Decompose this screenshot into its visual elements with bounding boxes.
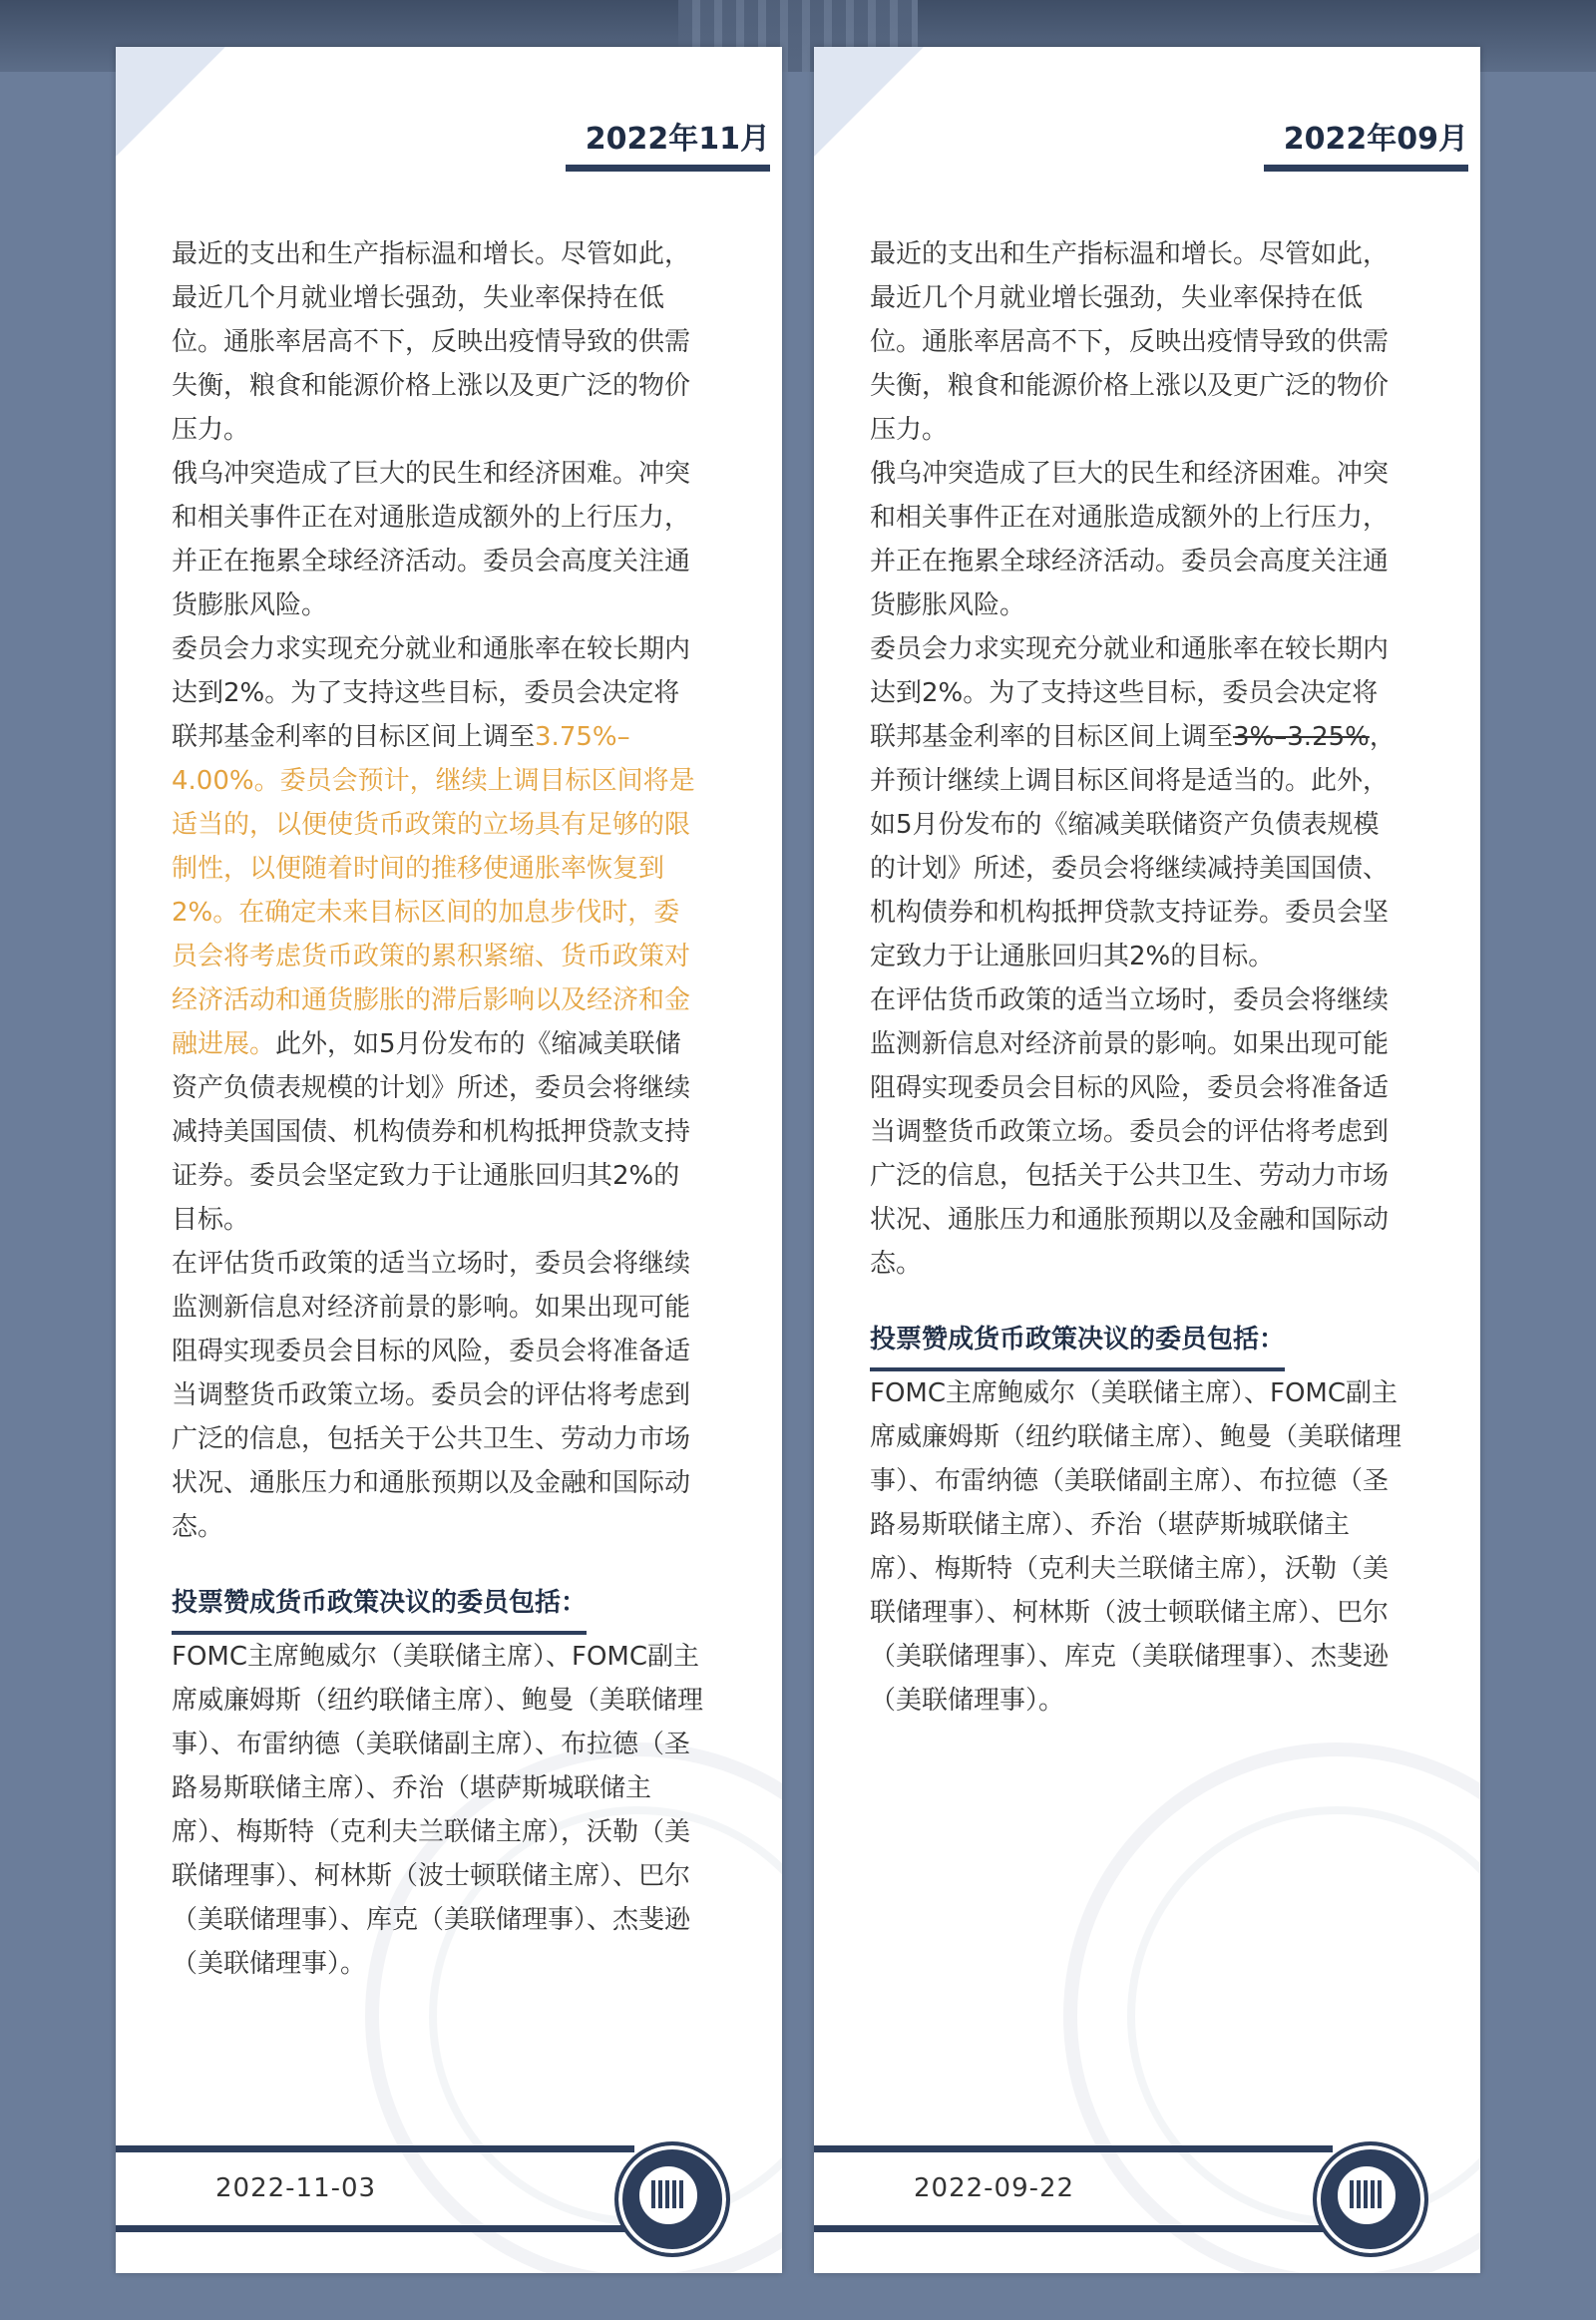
highlighted-change: 3.75%–4.00%。委员会预计，继续上调目标区间将是适当的，以便使货币政策的立场具有足够的限制性，以便随着时间的推移使通胀率恢复到2%。在确定未来目标区间的加息步伐时，委员会将考虑货币政策的累积紧缩、货币政策对经济活动和通货膨胀的滞后影响以及经济和金融进展。 [172,722,695,1059]
footer-line [116,2225,634,2232]
struck-text: 3%–3.25% [1233,722,1370,752]
footer [814,2145,1480,2245]
corner-decoration [116,47,225,157]
watermark [310,106,338,168]
paragraph-text: 委员会力求实现充分就业和通胀率在较长期内达到2%。为了支持这些目标，委员会决定将联邦基金利率的目标区间上调至 [172,634,691,752]
fed-seal-icon [1313,2141,1428,2257]
month-text: 2022年11月 [585,122,770,157]
statement-panel-november [116,47,782,2273]
paragraph-text: ，并预计继续上调目标区间将是适当的。此外，如5月份发布的《缩减美联储资产负债表规模的计划》所述，委员会将继续减持美国国债、机构债券和机构抵押贷款支持证券。委员会坚定致力于让通胀回归其2%的目标。 [870,722,1396,971]
month-underline [1264,165,1468,172]
statement-body [870,232,1403,1723]
footer-line [814,2225,1333,2232]
month-text: 2022年09月 [1283,122,1468,157]
paragraph: 最近的支出和生产指标温和增长。尽管如此，最近几个月就业增长强劲，失业率保持在低位。通胀率居高不下，反映出疫情导致的供需失衡，粮食和能源价格上涨以及更广泛的物价压力。 [870,239,1390,445]
paragraph: 最近的支出和生产指标温和增长。尽管如此，最近几个月就业增长强劲，失业率保持在低位。通胀率居高不下，反映出疫情导致的供需失衡，粮食和能源价格上涨以及更广泛的物价压力。 [172,239,691,445]
paragraph-text: 此外，如5月份发布的《缩减美联储资产负债表规模的计划》所述，委员会将继续减持美国国债、机构债券和机构抵押贷款支持证券。委员会坚定致力于让通胀回归其2%的目标。 [172,1029,691,1235]
paragraph-text: 委员会力求实现充分就业和通胀率在较长期内达到2%。为了支持这些目标，委员会决定将联邦基金利率的目标区间上调至 [870,634,1390,752]
month-underline [566,165,770,172]
footer-line [814,2145,1333,2152]
paragraph: 在评估货币政策的适当立场时，委员会将继续监测新信息对经济前景的影响。如果出现可能阻碍实现委员会目标的风险，委员会将准备适当调整货币政策立场。委员会的评估将考虑到广泛的信息，包括关于公共卫生、劳动力市场状况、通胀压力和通胀预期以及金融和国际动态。 [172,1249,691,1542]
footer [116,2145,782,2245]
paragraph-rate-decision [172,627,705,1242]
statement-panel-september [814,47,1480,2273]
voters-heading: 投票赞成货币政策决议的委员包括： [870,1318,1285,1371]
voters-heading: 投票赞成货币政策决议的委员包括： [172,1581,587,1635]
voters-list: FOMC主席鲍威尔（美联储主席）、FOMC副主席威廉姆斯（纽约联储主席）、鲍曼（美联储理事）、布雷纳德（美联储副主席）、布拉德（圣路易斯联储主席）、乔治（堪萨斯城联储主席）、梅斯特（克利夫兰联储主席），沃勒（美联储理事）、柯林斯（波士顿联储主席）、巴尔（美联储理事）、库克（美联储理事）、杰斐逊（美联储理事）。 [172,1642,704,1979]
statement-body [172,232,705,1986]
voters-list: FOMC主席鲍威尔（美联储主席）、FOMC副主席威廉姆斯（纽约联储主席）、鲍曼（美联储理事）、布雷纳德（美联储副主席）、布拉德（圣路易斯联储主席）、乔治（堪萨斯城联储主席）、梅斯特（克利夫兰联储主席），沃勒（美联储理事）、柯林斯（波士顿联储主席）、巴尔（美联储理事）、库克（美联储理事）、杰斐逊（美联储理事）。 [870,1378,1402,1716]
statement-date: 2022-09-22 [914,2173,1075,2203]
paragraph: 俄乌冲突造成了巨大的民生和经济困难。冲突和相关事件正在对通胀造成额外的上行压力，并正在拖累全球经济活动。委员会高度关注通货膨胀风险。 [172,459,691,620]
paragraph: 在评估货币政策的适当立场时，委员会将继续监测新信息对经济前景的影响。如果出现可能阻碍实现委员会目标的风险，委员会将准备适当调整货币政策立场。委员会的评估将考虑到广泛的信息，包括关于公共卫生、劳动力市场状况、通胀压力和通胀预期以及金融和国际动态。 [870,985,1390,1279]
statement-date: 2022-11-03 [215,2173,377,2203]
month-label [566,119,782,172]
fed-seal-icon [614,2141,730,2257]
paragraph: 俄乌冲突造成了巨大的民生和经济困难。冲突和相关事件正在对通胀造成额外的上行压力，并正在拖累全球经济活动。委员会高度关注通货膨胀风险。 [870,459,1390,620]
paragraph-rate-decision [870,627,1403,978]
corner-decoration [814,47,924,157]
footer-line [116,2145,634,2152]
month-label [1264,119,1480,172]
